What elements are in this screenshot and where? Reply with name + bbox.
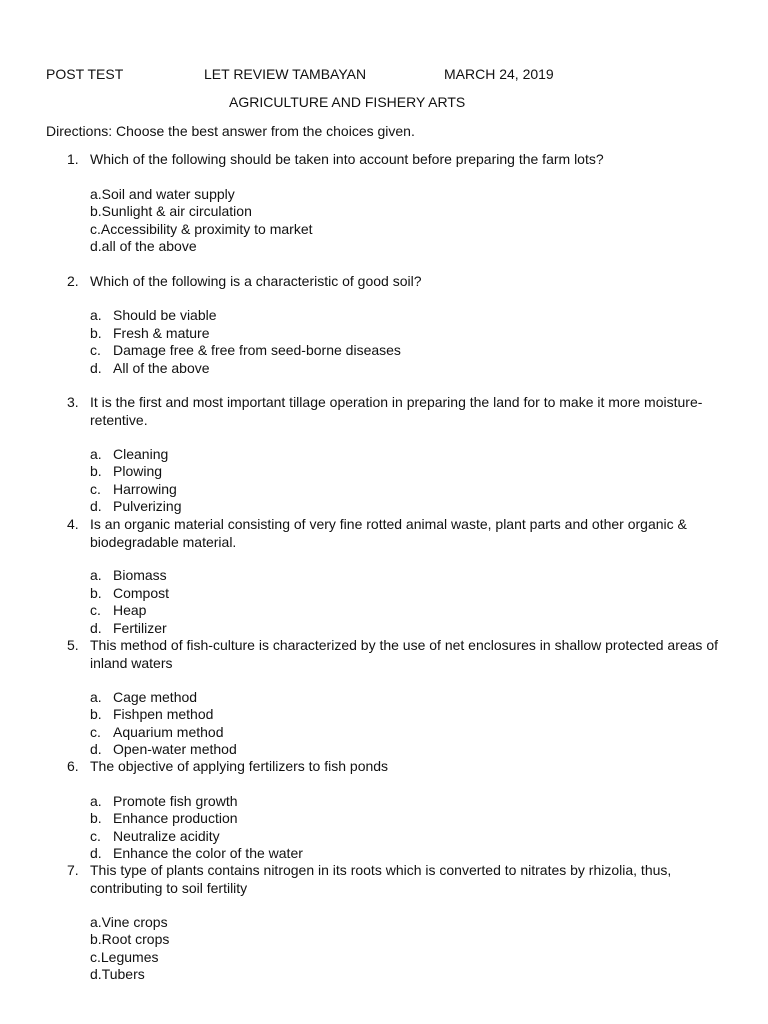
choice-text: Cage method [113,689,198,705]
choice-text: Heap [113,602,147,618]
subject-title: AGRICULTURE AND FISHERY ARTS [229,94,466,110]
header-date: MARCH 24, 2019 [444,66,554,82]
question-text: The objective of applying fertilizers to fish ponds [90,758,389,774]
choice: c.Legumes [90,949,159,965]
choice-letter: c. [90,481,101,497]
choice-text: Open-water method [113,741,237,757]
choice-letter: c. [90,724,101,740]
choice-letter: a. [90,567,102,583]
question-number: 5. [67,637,79,653]
choice-text: Damage free & free from seed-borne diseases [113,342,401,358]
question-text: Which of the following should be taken into account before preparing the farm lots? [90,151,604,167]
choice-letter: c. [90,342,101,358]
choice: d.Tubers [90,966,145,982]
choice: a.Soil and water supply [90,186,235,202]
choice-letter: a. [90,446,102,462]
choice-letter: b. [90,706,102,722]
question-text: This type of plants contains nitrogen in its roots which is converted to nitrates by rhizolia, thus, contributing to soil fertility [90,862,672,896]
choice-text: Promote fish growth [113,793,238,809]
choice-text: All of the above [113,360,210,376]
choice-text: Plowing [113,463,163,479]
question-text: This method of fish-culture is characterized by the use of net enclosures in shallow protected areas of inland waters [90,637,718,671]
choice: b.Sunlight & air circulation [90,203,252,219]
choice-letter: c. [90,828,101,844]
question-number: 3. [67,394,79,410]
choice-text: Fresh & mature [113,325,210,341]
question-text: Is an organic material consisting of very fine rotted animal waste, plant parts and other organic & biodegradable material. [90,516,687,550]
choice-text: Harrowing [113,481,177,497]
header-review-center: LET REVIEW TAMBAYAN [204,66,367,82]
choice-letter: b. [90,325,102,341]
choice-letter: b. [90,810,102,826]
question-text: Which of the following is a characteristic of good soil? [90,273,422,289]
choice-letter: d. [90,741,102,757]
choice: c.Accessibility & proximity to market [90,221,313,237]
choice-text: Fishpen method [113,706,214,722]
choice-letter: a. [90,689,102,705]
question-text: It is the first and most important tillage operation in preparing the land for to make it more moisture-retentive. [90,394,703,428]
choice-letter: c. [90,602,101,618]
choice-text: Pulverizing [113,498,182,514]
choice-text: Fertilizer [113,620,167,636]
choice-text: Biomass [113,567,167,583]
question-number: 7. [67,862,79,878]
choice-letter: b. [90,463,102,479]
choice-text: Enhance production [113,810,238,826]
choice-letter: d. [90,620,102,636]
choice-text: Enhance the color of the water [113,845,303,861]
choice: d.all of the above [90,238,197,254]
choice-letter: a. [90,793,102,809]
question-number: 4. [67,516,79,532]
question-number: 2. [67,273,79,289]
choice-text: Neutralize acidity [113,828,220,844]
choice: a.Vine crops [90,914,168,930]
choice-letter: d. [90,845,102,861]
choice-letter: b. [90,585,102,601]
choice-letter: a. [90,307,102,323]
question-number: 1. [67,151,79,167]
choice-letter: d. [90,498,102,514]
choice-text: Compost [113,585,170,601]
header-post-test: POST TEST [46,66,124,82]
choice-text: Should be viable [113,307,217,323]
question-number: 6. [67,758,79,774]
choice: b.Root crops [90,931,170,947]
choice-text: Aquarium method [113,724,224,740]
choice-letter: d. [90,360,102,376]
choice-text: Cleaning [113,446,169,462]
directions: Directions: Choose the best answer from the choices given. [46,123,415,139]
